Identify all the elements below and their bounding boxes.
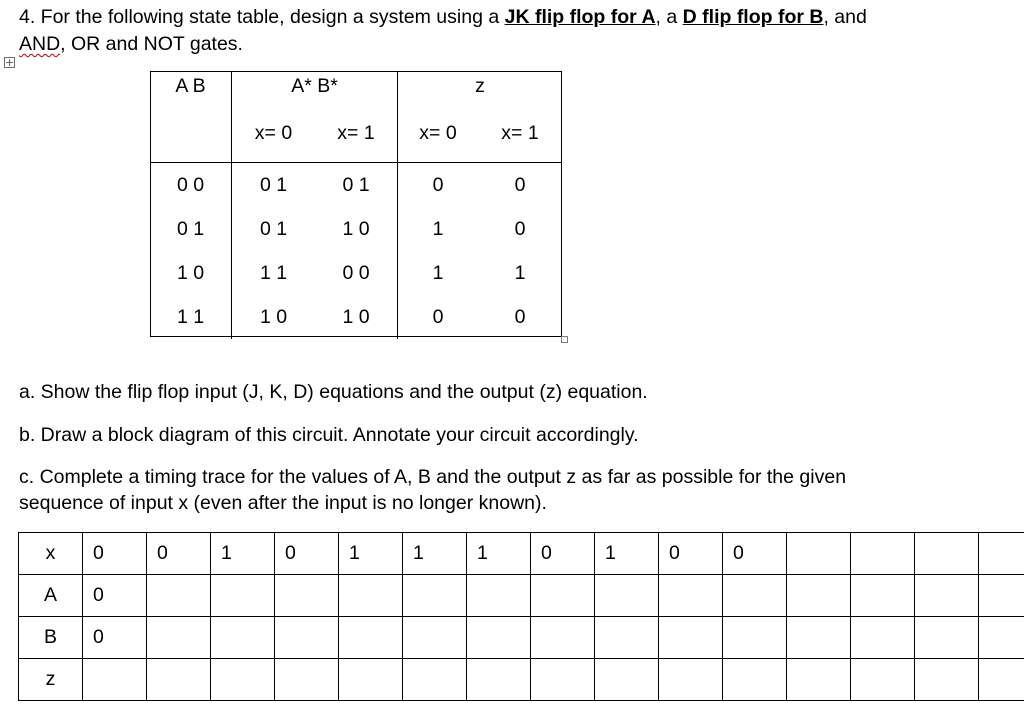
- timing-cell[interactable]: 0: [83, 575, 147, 617]
- timing-cell[interactable]: [787, 617, 851, 659]
- table-row: [150, 207, 562, 251]
- timing-cell[interactable]: [979, 659, 1024, 701]
- timing-cell[interactable]: [851, 617, 915, 659]
- timing-cell[interactable]: [275, 575, 339, 617]
- row-label: A: [19, 575, 83, 617]
- timing-cell[interactable]: [403, 617, 467, 659]
- table-cell: 0: [514, 173, 526, 196]
- timing-cell[interactable]: [851, 659, 915, 701]
- timing-cell[interactable]: 0: [147, 533, 211, 575]
- subheader: x= 0: [398, 105, 479, 163]
- table-cell: 0: [432, 173, 444, 196]
- timing-cell[interactable]: [467, 659, 531, 701]
- timing-cell[interactable]: [787, 575, 851, 617]
- table-cell: 0 0: [150, 163, 232, 208]
- table-cell: 0 1: [259, 173, 288, 196]
- timing-cell[interactable]: [915, 617, 979, 659]
- question-line-1: [19, 5, 867, 29]
- subheader: x= 0: [232, 105, 316, 163]
- timing-cell[interactable]: [531, 617, 595, 659]
- timing-cell[interactable]: [211, 575, 275, 617]
- timing-row-a: [19, 575, 1024, 617]
- timing-cell[interactable]: [787, 659, 851, 701]
- question-text: , and: [823, 6, 867, 28]
- table-cell: 1 1: [259, 261, 288, 284]
- subheader: x= 1: [315, 105, 398, 163]
- question-line-2: [19, 32, 243, 56]
- timing-cell[interactable]: [723, 659, 787, 701]
- part-c-line-1: c. Complete a timing trace for the values of A, B and the output z as far as possible for the given: [19, 466, 847, 488]
- timing-cell[interactable]: [531, 659, 595, 701]
- row-label: x: [19, 533, 83, 575]
- timing-cell[interactable]: [211, 659, 275, 701]
- timing-cell[interactable]: [723, 575, 787, 617]
- table-row: [150, 163, 562, 208]
- question-text: 4. For the following state table, design a system using a: [19, 6, 505, 28]
- timing-cell[interactable]: 1: [467, 533, 531, 575]
- question-text: , OR and NOT gates.: [60, 33, 243, 55]
- timing-cell[interactable]: [339, 575, 403, 617]
- table-cell: 0 1: [259, 217, 288, 240]
- timing-cell[interactable]: [787, 533, 851, 575]
- table-cell: 0: [514, 305, 526, 328]
- timing-row-x: [19, 533, 1024, 575]
- timing-cell[interactable]: 0: [659, 533, 723, 575]
- table-cell: 1: [432, 217, 444, 240]
- timing-cell[interactable]: [723, 617, 787, 659]
- timing-cell[interactable]: [467, 617, 531, 659]
- timing-cell[interactable]: [339, 659, 403, 701]
- header-empty: [150, 105, 232, 163]
- part-c-line-2: sequence of input x (even after the input is no longer known).: [19, 492, 547, 514]
- timing-cell[interactable]: [147, 659, 211, 701]
- timing-cell[interactable]: [979, 533, 1024, 575]
- table-cell: 1 1: [150, 295, 232, 339]
- timing-cell[interactable]: [915, 575, 979, 617]
- part-b: b. Draw a block diagram of this circuit. Annotate your circuit accordingly.: [19, 424, 639, 446]
- table-cell: 1: [432, 261, 444, 284]
- timing-cell[interactable]: [275, 617, 339, 659]
- timing-cell[interactable]: [83, 659, 147, 701]
- timing-row-z: [19, 659, 1024, 701]
- timing-cell[interactable]: [915, 659, 979, 701]
- table-cell: 0 1: [150, 207, 232, 251]
- table-cell: 0 1: [315, 163, 398, 208]
- timing-cell[interactable]: [595, 659, 659, 701]
- timing-cell[interactable]: 0: [723, 533, 787, 575]
- timing-cell[interactable]: [275, 659, 339, 701]
- timing-cell[interactable]: [595, 617, 659, 659]
- table-cell: 1 0: [150, 251, 232, 295]
- timing-cell[interactable]: [979, 575, 1024, 617]
- timing-row-b: [19, 617, 1024, 659]
- timing-table: [18, 532, 1024, 701]
- timing-cell[interactable]: 1: [339, 533, 403, 575]
- table-cell: 1 0: [259, 305, 288, 328]
- table-cell: 1 0: [315, 295, 398, 339]
- timing-cell[interactable]: [403, 659, 467, 701]
- timing-cell[interactable]: 0: [83, 533, 147, 575]
- row-label: z: [19, 659, 83, 701]
- subheader: x= 1: [478, 105, 562, 163]
- state-table: [150, 71, 562, 339]
- timing-cell[interactable]: [147, 617, 211, 659]
- timing-cell[interactable]: 1: [595, 533, 659, 575]
- table-cell: 1 0: [315, 207, 398, 251]
- timing-cell[interactable]: [339, 617, 403, 659]
- table-cell: 1: [514, 261, 526, 284]
- question-text: , a: [655, 6, 683, 28]
- table-cell: 0: [514, 217, 526, 240]
- table-row: [150, 251, 562, 295]
- timing-cell[interactable]: [659, 575, 723, 617]
- timing-cell[interactable]: [659, 659, 723, 701]
- jk-flip-flop-phrase: JK flip flop for A: [504, 6, 656, 28]
- timing-cell[interactable]: [211, 617, 275, 659]
- move-icon[interactable]: +: [5, 56, 15, 69]
- timing-cell[interactable]: 1: [403, 533, 467, 575]
- timing-cell[interactable]: 1: [211, 533, 275, 575]
- timing-cell[interactable]: [403, 575, 467, 617]
- timing-cell[interactable]: [147, 575, 211, 617]
- table-row: [150, 295, 562, 339]
- row-label: B: [19, 617, 83, 659]
- timing-cell[interactable]: 0: [275, 533, 339, 575]
- timing-cell[interactable]: [851, 533, 915, 575]
- timing-cell[interactable]: [595, 575, 659, 617]
- header-present-state: A B: [150, 71, 232, 105]
- part-a: a. Show the flip flop input (J, K, D) equations and the output (z) equation.: [19, 381, 648, 403]
- header-output: z: [475, 75, 485, 97]
- timing-cell[interactable]: [979, 617, 1024, 659]
- timing-cell[interactable]: [851, 575, 915, 617]
- timing-cell[interactable]: [531, 575, 595, 617]
- timing-cell[interactable]: [915, 533, 979, 575]
- header-next-state: A* B*: [232, 71, 398, 105]
- timing-cell[interactable]: [467, 575, 531, 617]
- timing-cell[interactable]: 0: [83, 617, 147, 659]
- d-flip-flop-phrase: D flip flop for B: [682, 6, 824, 28]
- resize-handle-icon[interactable]: [561, 336, 568, 343]
- timing-cell[interactable]: 0: [531, 533, 595, 575]
- timing-cell[interactable]: [659, 617, 723, 659]
- table-cell: 0: [432, 305, 444, 328]
- and-word: AND: [19, 33, 61, 55]
- table-cell: 0 0: [315, 251, 398, 295]
